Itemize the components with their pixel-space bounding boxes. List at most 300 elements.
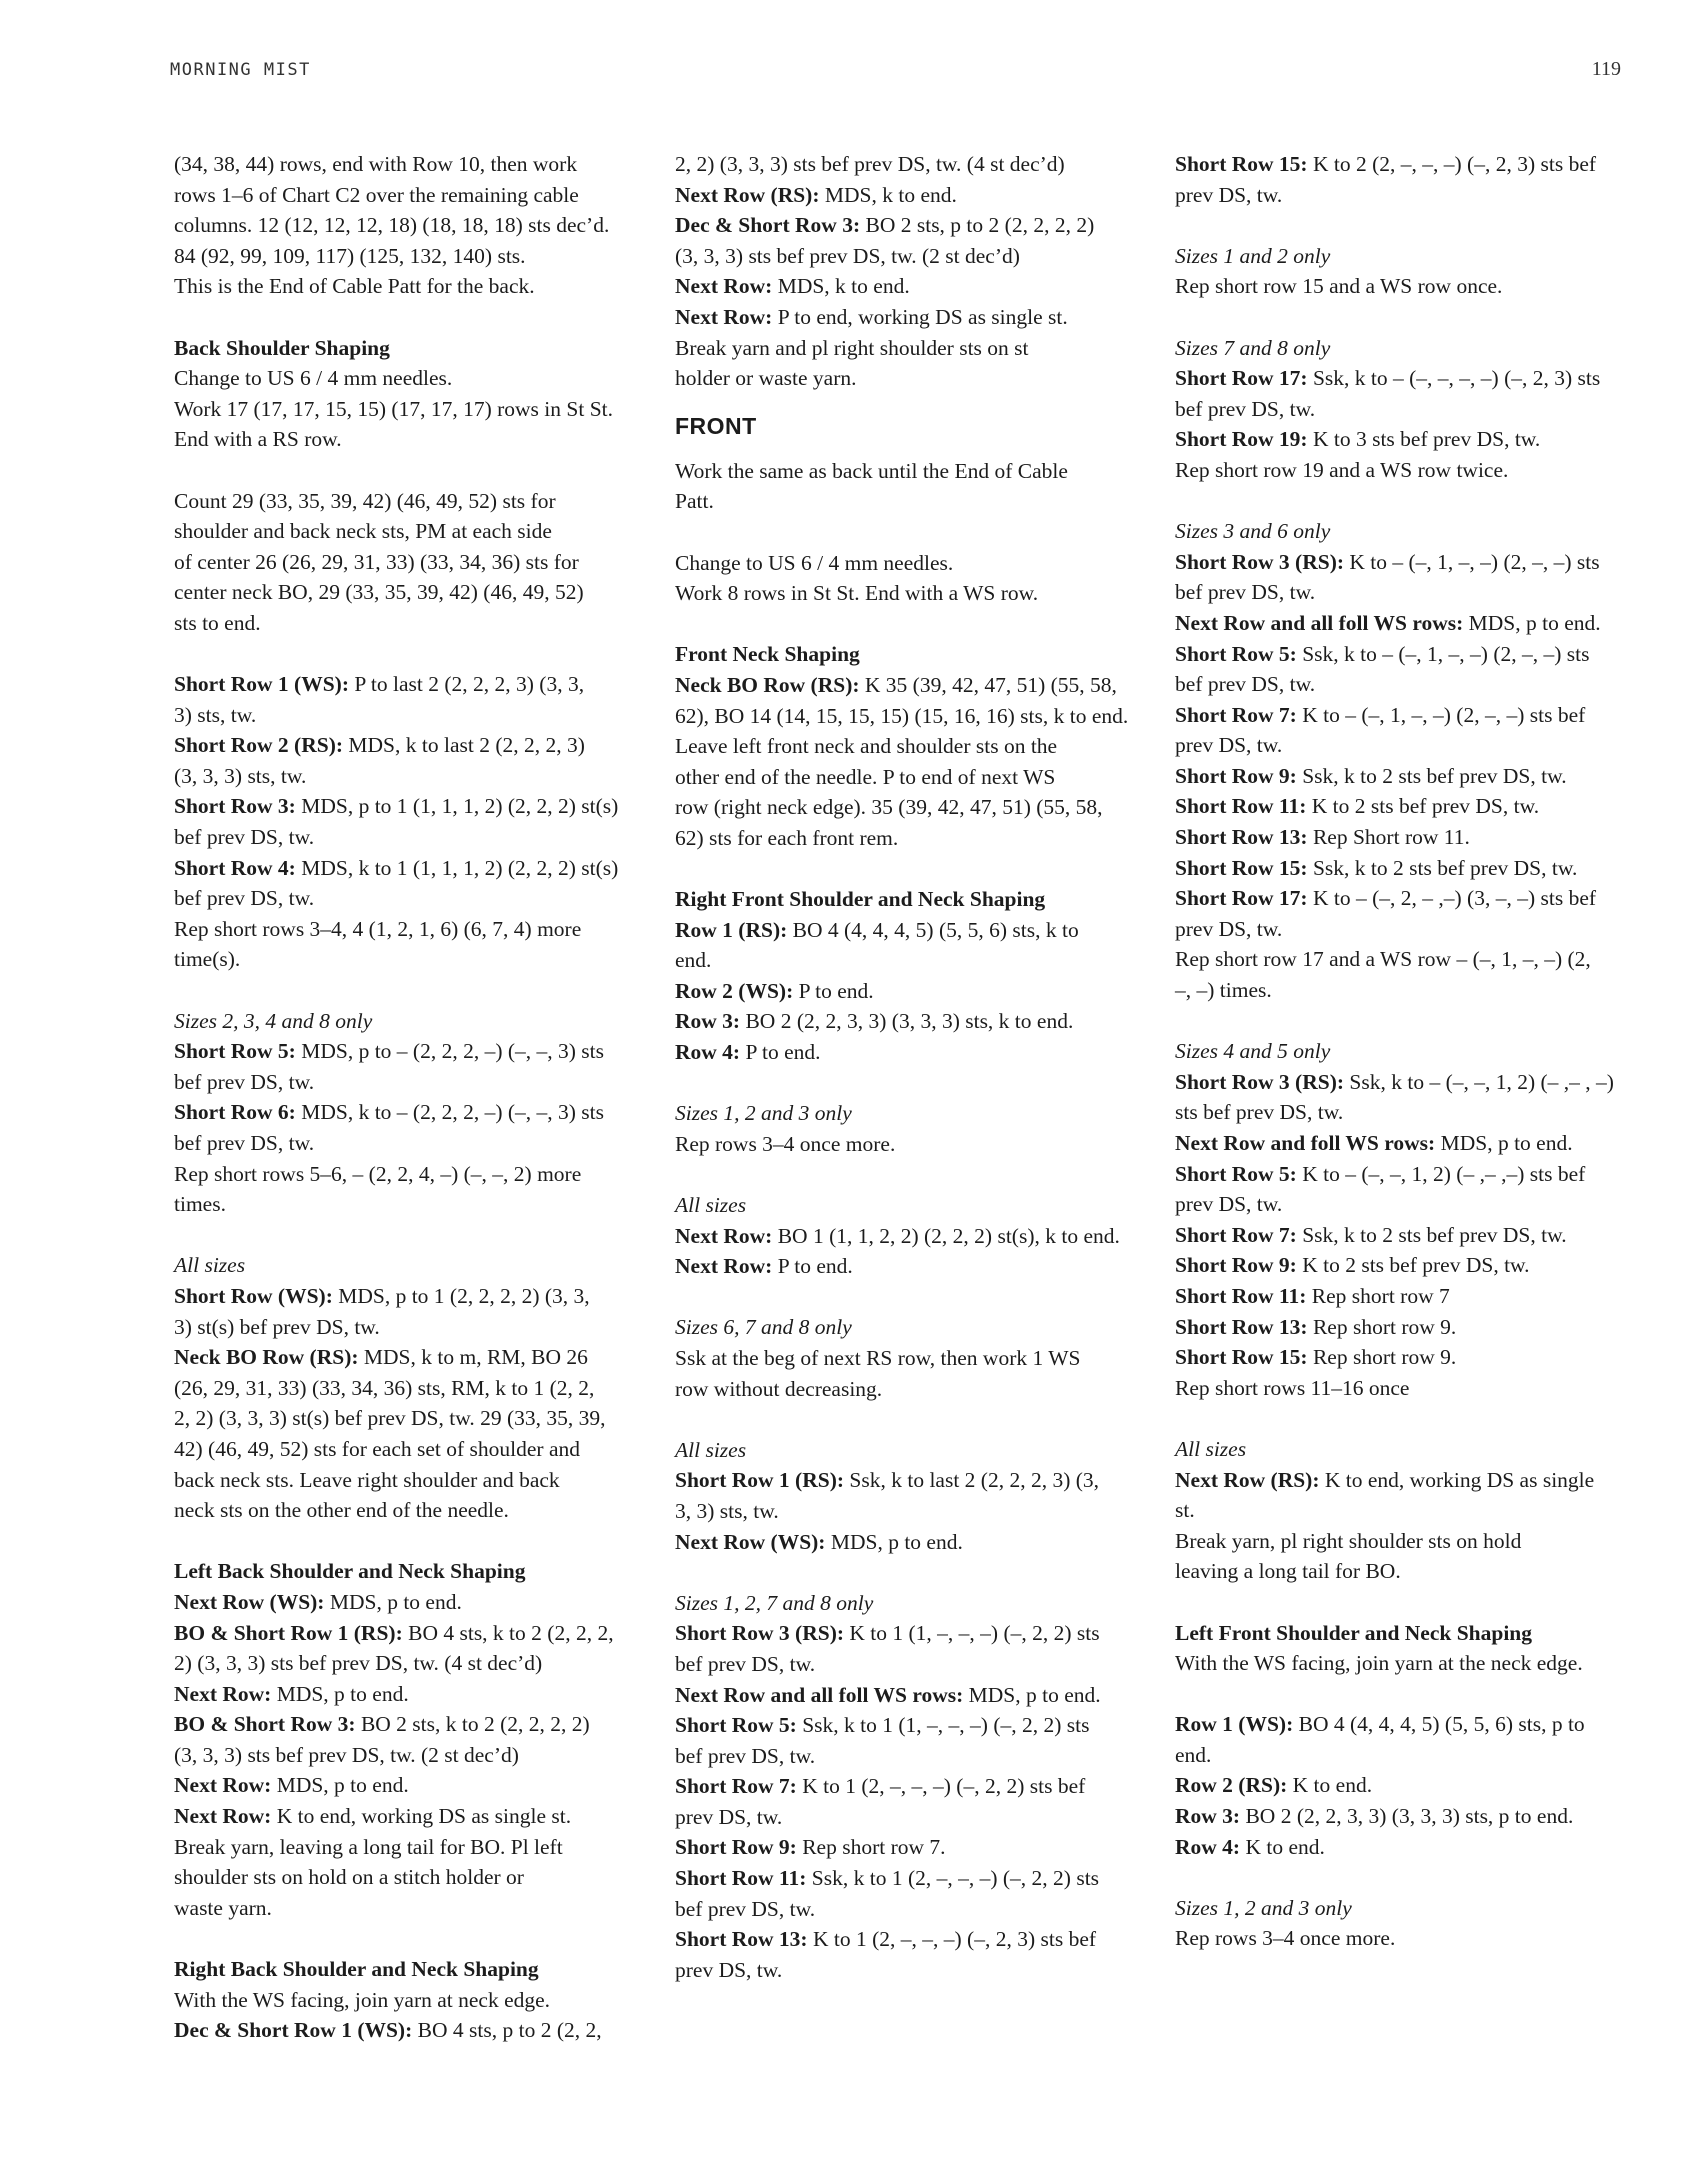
body-text: Ssk, k to 2 sts bef prev DS, tw. xyxy=(1307,855,1578,880)
bold-label: Next Row (RS): xyxy=(675,182,820,207)
italic-subheading: Sizes 1, 2, 7 and 8 only xyxy=(675,1590,874,1615)
body-text: bef prev DS, tw. xyxy=(1175,580,1316,605)
text-line xyxy=(1175,424,1640,455)
body-text: –, –) times. xyxy=(1175,978,1272,1003)
body-text: BO 2 sts, p to 2 (2, 2, 2, 2) xyxy=(860,213,1095,238)
text-line xyxy=(675,578,1140,609)
body-text: Ssk, k to – (–, –, –, –) (–, 2, 3) sts xyxy=(1307,366,1601,391)
body-text: MDS, k to last 2 (2, 2, 2, 3) xyxy=(343,733,585,758)
text-line xyxy=(675,1618,1140,1649)
body-text: prev DS, tw. xyxy=(1175,916,1283,941)
section-heading: FRONT xyxy=(675,412,757,439)
body-text: Patt. xyxy=(675,489,714,514)
text-line xyxy=(1175,1770,1640,1801)
body-text: K to 2 sts bef prev DS, tw. xyxy=(1306,794,1540,819)
bold-label: Short Row 9: xyxy=(1175,763,1297,788)
text-line xyxy=(675,1006,1140,1037)
body-text: MDS, p to end. xyxy=(324,1589,462,1614)
bold-label: Row 2 (RS): xyxy=(1175,1773,1288,1798)
bold-label: Short Row 13: xyxy=(675,1927,808,1952)
bold-label: Row 1 (WS): xyxy=(1175,1712,1294,1737)
bold-label: Neck BO Row (RS): xyxy=(174,1345,359,1370)
body-text: BO 1 (1, 1, 2, 2) (2, 2, 2) st(s), k to end. xyxy=(772,1223,1120,1248)
text-line xyxy=(675,976,1140,1007)
body-text: Rep rows 3–4 once more. xyxy=(675,1131,896,1156)
bold-label: Short Row 1 (RS): xyxy=(675,1468,845,1493)
body-text: shoulder and back neck sts, PM at each side xyxy=(174,519,552,544)
bold-label: Next Row: xyxy=(174,1773,272,1798)
body-text: (3, 3, 3) sts bef prev DS, tw. (2 st dec’d) xyxy=(174,1742,519,1767)
body-text: end. xyxy=(675,948,712,973)
body-text: K to – (–, 2, – ,–) (3, –, –) sts bef xyxy=(1307,886,1597,911)
text-line xyxy=(675,1955,1140,1986)
text-line xyxy=(675,1190,1140,1221)
body-text: of center 26 (26, 29, 31, 33) (33, 34, 36) sts for xyxy=(174,549,579,574)
text-line xyxy=(675,1465,1140,1496)
body-text: 2) (3, 3, 3) sts bef prev DS, tw. (4 st dec’d) xyxy=(174,1651,543,1676)
bold-label: Short Row 7: xyxy=(675,1774,797,1799)
text-line xyxy=(174,1495,639,1526)
body-text: row without decreasing. xyxy=(675,1376,883,1401)
paragraph-gap xyxy=(174,975,639,1006)
text-line xyxy=(675,1496,1140,1527)
text-line xyxy=(675,1771,1140,1802)
text-line xyxy=(174,333,639,364)
text-line xyxy=(174,486,639,517)
paragraph-gap xyxy=(675,1068,1140,1099)
paragraph-gap xyxy=(675,1282,1140,1313)
bold-label: Short Row 13: xyxy=(1175,825,1308,850)
body-text: prev DS, tw. xyxy=(675,1804,783,1829)
body-text: K to – (–, 1, –, –) (2, –, –) sts xyxy=(1344,549,1600,574)
body-text: 3) sts, tw. xyxy=(174,702,257,727)
body-text: Rep short row 9. xyxy=(1307,1314,1457,1339)
text-line xyxy=(1175,1097,1640,1128)
text-line xyxy=(1175,761,1640,792)
text-line xyxy=(675,1924,1140,1955)
text-line xyxy=(675,302,1140,333)
text-line xyxy=(675,945,1140,976)
text-line xyxy=(174,149,639,180)
body-text: Work 17 (17, 17, 15, 15) (17, 17, 17) rows in St St. xyxy=(174,396,614,421)
text-line xyxy=(174,1587,639,1618)
text-line xyxy=(1175,730,1640,761)
text-line xyxy=(174,1006,639,1037)
bold-label: Short Row 11: xyxy=(1175,1283,1307,1308)
text-line xyxy=(174,1128,639,1159)
body-text: Ssk, k to – (–, –, 1, 2) (– ,– , –) xyxy=(1344,1069,1614,1094)
bold-label: Next Row: xyxy=(174,1681,272,1706)
bold-label: Short Row 5: xyxy=(1175,1161,1297,1186)
text-line xyxy=(174,1465,639,1496)
paragraph-gap xyxy=(174,1220,639,1251)
bold-label: Short Row (WS): xyxy=(174,1283,333,1308)
bold-label: Short Row 9: xyxy=(675,1835,797,1860)
text-line xyxy=(1175,639,1640,670)
text-line xyxy=(1175,1220,1640,1251)
body-text: bef prev DS, tw. xyxy=(675,1896,816,1921)
body-text: MDS, k to – (2, 2, 2, –) (–, –, 3) sts xyxy=(295,1100,605,1125)
bold-label: Short Row 3: xyxy=(174,794,296,819)
body-text: Rep short rows 3–4, 4 (1, 2, 1, 6) (6, 7, 4) more xyxy=(174,916,582,941)
text-line xyxy=(675,333,1140,364)
body-text: K to end. xyxy=(1287,1773,1373,1798)
text-line xyxy=(1175,547,1640,578)
text-line xyxy=(1175,363,1640,394)
page-number: 119 xyxy=(1591,58,1621,80)
body-text: 62), BO 14 (14, 15, 15, 15) (15, 16, 16) sts, k to end. xyxy=(675,703,1129,728)
text-line xyxy=(174,1740,639,1771)
text-line xyxy=(1175,1495,1640,1526)
body-text: Rep short row 19 and a WS row twice. xyxy=(1175,457,1509,482)
bold-label: Short Row 5: xyxy=(174,1039,296,1064)
body-text: Leave left front neck and shoulder sts on the xyxy=(675,734,1058,759)
text-line xyxy=(675,180,1140,211)
text-line xyxy=(174,516,639,547)
text-line xyxy=(675,1741,1140,1772)
body-text: MDS, p to – (2, 2, 2, –) (–, –, 3) sts xyxy=(295,1039,605,1064)
text-line xyxy=(1175,577,1640,608)
text-line xyxy=(1175,944,1640,975)
italic-subheading: All sizes xyxy=(1175,1436,1247,1461)
text-column-2 xyxy=(675,149,1140,1985)
body-text: sts to end. xyxy=(174,610,261,635)
text-line xyxy=(1175,180,1640,211)
bold-label: Row 4: xyxy=(1175,1834,1241,1859)
body-text: rows 1–6 of Chart C2 over the remaining cable xyxy=(174,182,579,207)
body-text: times. xyxy=(174,1192,226,1217)
body-text: bef prev DS, tw. xyxy=(174,825,315,850)
text-line xyxy=(1175,1648,1640,1679)
text-line xyxy=(675,701,1140,732)
body-text: K to 2 (2, –, –, –) (–, 2, 3) sts bef xyxy=(1307,152,1597,176)
body-text: BO 2 (2, 2, 3, 3) (3, 3, 3) sts, k to end. xyxy=(740,1009,1074,1034)
bold-label: Left Back Shoulder and Neck Shaping xyxy=(174,1559,526,1584)
bold-label: Next Row: xyxy=(675,304,773,329)
body-text: prev DS, tw. xyxy=(1175,733,1283,758)
text-line xyxy=(1175,608,1640,639)
text-line xyxy=(675,1251,1140,1282)
body-text: back neck sts. Leave right shoulder and back xyxy=(174,1467,560,1492)
text-line xyxy=(174,608,639,639)
italic-subheading: All sizes xyxy=(675,1193,747,1217)
body-text: row (right neck edge). 35 (39, 42, 47, 51) (55, 58, xyxy=(675,795,1103,820)
body-text: K to 1 (2, –, –, –) (–, 2, 2) sts bef xyxy=(796,1774,1086,1799)
paragraph-gap xyxy=(174,302,639,333)
body-text: MDS, p to end. xyxy=(1463,610,1601,635)
body-text: columns. 12 (12, 12, 12, 18) (18, 18, 18) sts dec’d. xyxy=(174,213,610,238)
body-text: Ssk, k to – (–, 1, –, –) (2, –, –) sts xyxy=(1296,641,1590,666)
body-text: BO 4 sts, k to 2 (2, 2, 2, xyxy=(402,1620,614,1645)
italic-subheading: Sizes 3 and 6 only xyxy=(1175,519,1331,544)
text-line xyxy=(174,210,639,241)
text-line xyxy=(1175,333,1640,364)
body-text: Rep short rows 5–6, – (2, 2, 4, –) (–, –, 2) more xyxy=(174,1161,582,1186)
body-text: P to end. xyxy=(793,978,874,1003)
bold-label: Next Row: xyxy=(675,274,773,299)
text-line xyxy=(1175,914,1640,945)
body-text: Rep rows 3–4 once more. xyxy=(1175,1926,1396,1951)
paragraph-gap xyxy=(1175,1403,1640,1434)
text-line xyxy=(675,1129,1140,1160)
text-line xyxy=(174,1403,639,1434)
text-line xyxy=(1175,1465,1640,1496)
paragraph-gap xyxy=(174,1923,639,1954)
paragraph-gap xyxy=(675,853,1140,884)
body-text: K to 3 sts bef prev DS, tw. xyxy=(1307,427,1541,452)
text-line xyxy=(174,271,639,302)
body-text: holder or waste yarn. xyxy=(675,366,857,391)
text-line xyxy=(1175,883,1640,914)
body-text: bef prev DS, tw. xyxy=(1175,672,1316,697)
bold-label: Short Row 7: xyxy=(1175,1222,1297,1247)
bold-label: Back Shoulder Shaping xyxy=(174,335,390,360)
paragraph-gap xyxy=(675,1557,1140,1588)
body-text: P to end. xyxy=(740,1040,821,1065)
bold-label: Next Row (WS): xyxy=(675,1529,826,1554)
text-line xyxy=(174,1709,639,1740)
body-text: Ssk, k to 1 (2, –, –, –) (–, 2, 2) sts xyxy=(806,1866,1100,1891)
text-line xyxy=(675,792,1140,823)
text-line xyxy=(1175,1709,1640,1740)
body-text: time(s). xyxy=(174,947,241,972)
body-text: BO 4 (4, 4, 4, 5) (5, 5, 6) sts, k to xyxy=(787,917,1079,942)
body-text: End with a RS row. xyxy=(174,427,342,452)
body-text: K to – (–, 1, –, –) (2, –, –) sts bef xyxy=(1296,702,1586,727)
text-line xyxy=(1175,1189,1640,1220)
paragraph-gap xyxy=(1175,1862,1640,1893)
body-text: bef prev DS, tw. xyxy=(174,1069,315,1094)
text-line xyxy=(675,1802,1140,1833)
body-text: K to end. xyxy=(1240,1834,1325,1859)
text-line xyxy=(174,853,639,884)
text-line xyxy=(675,1649,1140,1680)
text-line xyxy=(174,1648,639,1679)
text-line xyxy=(174,1893,639,1924)
text-line xyxy=(1175,1373,1640,1404)
body-text: shoulder sts on hold on a stitch holder or xyxy=(174,1865,524,1890)
text-line xyxy=(174,241,639,272)
body-text: bef prev DS, tw. xyxy=(174,1131,315,1155)
body-text: MDS, p to end. xyxy=(1435,1131,1573,1155)
text-line xyxy=(174,180,639,211)
text-line xyxy=(1175,1923,1640,1954)
paragraph-gap xyxy=(675,517,1140,548)
body-text: BO 2 sts, k to 2 (2, 2, 2, 2) xyxy=(355,1712,590,1737)
body-text: prev DS, tw. xyxy=(1175,1192,1283,1217)
body-text: Count 29 (33, 35, 39, 42) (46, 49, 52) sts for xyxy=(174,488,556,513)
text-line xyxy=(174,1434,639,1465)
text-line xyxy=(174,669,639,700)
text-line xyxy=(675,762,1140,793)
body-text: 3, 3) sts, tw. xyxy=(675,1498,779,1523)
text-line xyxy=(174,730,639,761)
text-line xyxy=(1175,1036,1640,1067)
bold-label: Short Row 5: xyxy=(1175,641,1297,666)
text-line xyxy=(1175,669,1640,700)
italic-subheading: Sizes 1 and 2 only xyxy=(1175,243,1331,268)
bold-label: Dec & Short Row 1 (WS): xyxy=(174,2018,413,2043)
text-line xyxy=(174,1862,639,1893)
body-text: P to end, working DS as single st. xyxy=(772,304,1068,329)
body-text: Rep short row 15 and a WS row once. xyxy=(1175,274,1503,299)
body-text: MDS, p to end. xyxy=(825,1529,963,1554)
body-text: leaving a long tail for BO. xyxy=(1175,1559,1401,1584)
text-line xyxy=(1175,1526,1640,1557)
body-text: Work the same as back until the End of Cable xyxy=(675,458,1068,483)
body-text: bef prev DS, tw. xyxy=(174,886,315,911)
bold-label: Short Row 3 (RS): xyxy=(1175,549,1345,574)
text-line xyxy=(174,1159,639,1190)
text-line xyxy=(174,1097,639,1128)
bold-label: Short Row 15: xyxy=(1175,855,1308,880)
text-line xyxy=(1175,394,1640,425)
text-line xyxy=(1175,149,1640,180)
text-column-3 xyxy=(1175,149,1640,1954)
italic-subheading: Sizes 4 and 5 only xyxy=(1175,1039,1331,1064)
paragraph-gap xyxy=(675,1404,1140,1435)
body-text: K to – (–, –, 1, 2) (– ,– ,–) sts bef xyxy=(1296,1161,1586,1186)
bold-label: Short Row 15: xyxy=(1175,152,1308,176)
body-text: Rep Short row 11. xyxy=(1307,825,1470,850)
text-line xyxy=(174,883,639,914)
text-line xyxy=(1175,1893,1640,1924)
text-line xyxy=(675,639,1140,670)
body-text: Break yarn, leaving a long tail for BO. Pl left xyxy=(174,1834,563,1859)
italic-subheading: Sizes 1, 2 and 3 only xyxy=(675,1101,852,1126)
bold-label: Short Row 5: xyxy=(675,1713,797,1738)
text-line xyxy=(174,1373,639,1404)
text-line xyxy=(675,486,1140,517)
bold-label: Short Row 7: xyxy=(1175,702,1297,727)
body-text: MDS, p to 1 (1, 1, 1, 2) (2, 2, 2) st(s) xyxy=(295,794,619,819)
body-text: 62) sts for each front rem. xyxy=(675,825,899,850)
bold-label: Neck BO Row (RS): xyxy=(675,672,860,697)
bold-label: Row 2 (WS): xyxy=(675,978,794,1003)
body-text: 3) st(s) bef prev DS, tw. xyxy=(174,1314,380,1339)
text-line xyxy=(675,823,1140,854)
text-line xyxy=(174,424,639,455)
text-line xyxy=(1175,1618,1640,1649)
text-line xyxy=(1175,1128,1640,1159)
bold-label: Row 1 (RS): xyxy=(675,917,788,942)
bold-label: Short Row 11: xyxy=(1175,794,1307,819)
body-text: Break yarn and pl right shoulder sts on st xyxy=(675,335,1029,360)
text-line xyxy=(675,1832,1140,1863)
text-line xyxy=(1175,516,1640,547)
body-text: K to 1 (2, –, –, –) (–, 2, 3) sts bef xyxy=(807,1927,1097,1952)
text-line xyxy=(1175,1250,1640,1281)
bold-label: Dec & Short Row 3: xyxy=(675,213,861,238)
paragraph-gap xyxy=(1175,302,1640,333)
bold-label: Next Row and all foll WS rows: xyxy=(675,1682,964,1707)
text-line xyxy=(675,149,1140,180)
body-text: MDS, k to m, RM, BO 26 xyxy=(358,1345,588,1370)
paragraph-gap xyxy=(174,1526,639,1557)
bold-label: Short Row 13: xyxy=(1175,1314,1308,1339)
text-line xyxy=(174,944,639,975)
text-column-1 xyxy=(174,149,639,2046)
text-line xyxy=(1175,241,1640,272)
text-line xyxy=(174,1832,639,1863)
text-line xyxy=(1175,1342,1640,1373)
text-line xyxy=(675,1680,1140,1711)
body-text: MDS, p to end. xyxy=(271,1681,409,1706)
bold-label: Row 3: xyxy=(675,1009,741,1034)
text-line xyxy=(675,884,1140,915)
paragraph-gap xyxy=(1175,1587,1640,1618)
text-line xyxy=(675,1098,1140,1129)
body-text: bef prev DS, tw. xyxy=(675,1743,816,1768)
text-line xyxy=(174,914,639,945)
paragraph-gap xyxy=(174,455,639,486)
text-line xyxy=(1175,1556,1640,1587)
text-line xyxy=(675,670,1140,701)
paragraph-gap xyxy=(1175,1679,1640,1710)
body-text: Change to US 6 / 4 mm needles. xyxy=(174,366,453,391)
text-line xyxy=(174,2015,639,2046)
text-line xyxy=(1175,1740,1640,1771)
paragraph-gap xyxy=(174,639,639,670)
text-line xyxy=(675,1343,1140,1374)
text-line xyxy=(174,1985,639,2016)
bold-label: Short Row 3 (RS): xyxy=(1175,1069,1345,1094)
text-line xyxy=(1175,700,1640,731)
text-line xyxy=(174,822,639,853)
bold-label: Short Row 17: xyxy=(1175,366,1308,391)
body-text: Break yarn, pl right shoulder sts on hold xyxy=(1175,1528,1522,1553)
text-line xyxy=(174,394,639,425)
text-line xyxy=(174,700,639,731)
bold-label: Left Front Shoulder and Neck Shaping xyxy=(1175,1620,1533,1645)
italic-subheading: Sizes 7 and 8 only xyxy=(1175,335,1331,360)
text-line xyxy=(174,1954,639,1985)
body-text: (3, 3, 3) sts, tw. xyxy=(174,763,307,788)
bold-label: Short Row 19: xyxy=(1175,427,1308,452)
text-line xyxy=(174,1342,639,1373)
body-text: K to end, working DS as single st. xyxy=(271,1804,572,1829)
body-text: BO 4 (4, 4, 4, 5) (5, 5, 6) sts, p to xyxy=(1293,1712,1585,1737)
text-line xyxy=(675,1221,1140,1252)
text-line xyxy=(1175,791,1640,822)
bold-label: Short Row 6: xyxy=(174,1100,296,1125)
text-line xyxy=(1175,1067,1640,1098)
body-text: st. xyxy=(1175,1498,1195,1523)
body-text: 84 (92, 99, 109, 117) (125, 132, 140) sts. xyxy=(174,243,526,268)
bold-label: Short Row 9: xyxy=(1175,1253,1297,1278)
text-line xyxy=(1175,1312,1640,1343)
text-line xyxy=(174,1801,639,1832)
text-line xyxy=(675,241,1140,272)
bold-label: Next Row: xyxy=(675,1254,773,1279)
body-text: Work 8 rows in St St. End with a WS row. xyxy=(675,581,1039,606)
body-text: K to 2 sts bef prev DS, tw. xyxy=(1296,1253,1530,1278)
text-line xyxy=(1175,1801,1640,1832)
text-line xyxy=(675,363,1140,394)
body-text: bef prev DS, tw. xyxy=(1175,396,1316,421)
text-line xyxy=(1175,271,1640,302)
text-line xyxy=(174,1281,639,1312)
body-text: (26, 29, 31, 33) (33, 34, 36) sts, RM, k to 1 (2, 2, xyxy=(174,1375,595,1400)
text-line xyxy=(1175,1159,1640,1190)
text-line xyxy=(675,1435,1140,1466)
body-text: K to end, working DS as single xyxy=(1319,1467,1595,1492)
bold-label: Row 3: xyxy=(1175,1804,1241,1829)
text-line xyxy=(675,731,1140,762)
text-line xyxy=(1175,1281,1640,1312)
body-text: 42) (46, 49, 52) sts for each set of shoulder and xyxy=(174,1436,581,1461)
text-line xyxy=(675,456,1140,487)
